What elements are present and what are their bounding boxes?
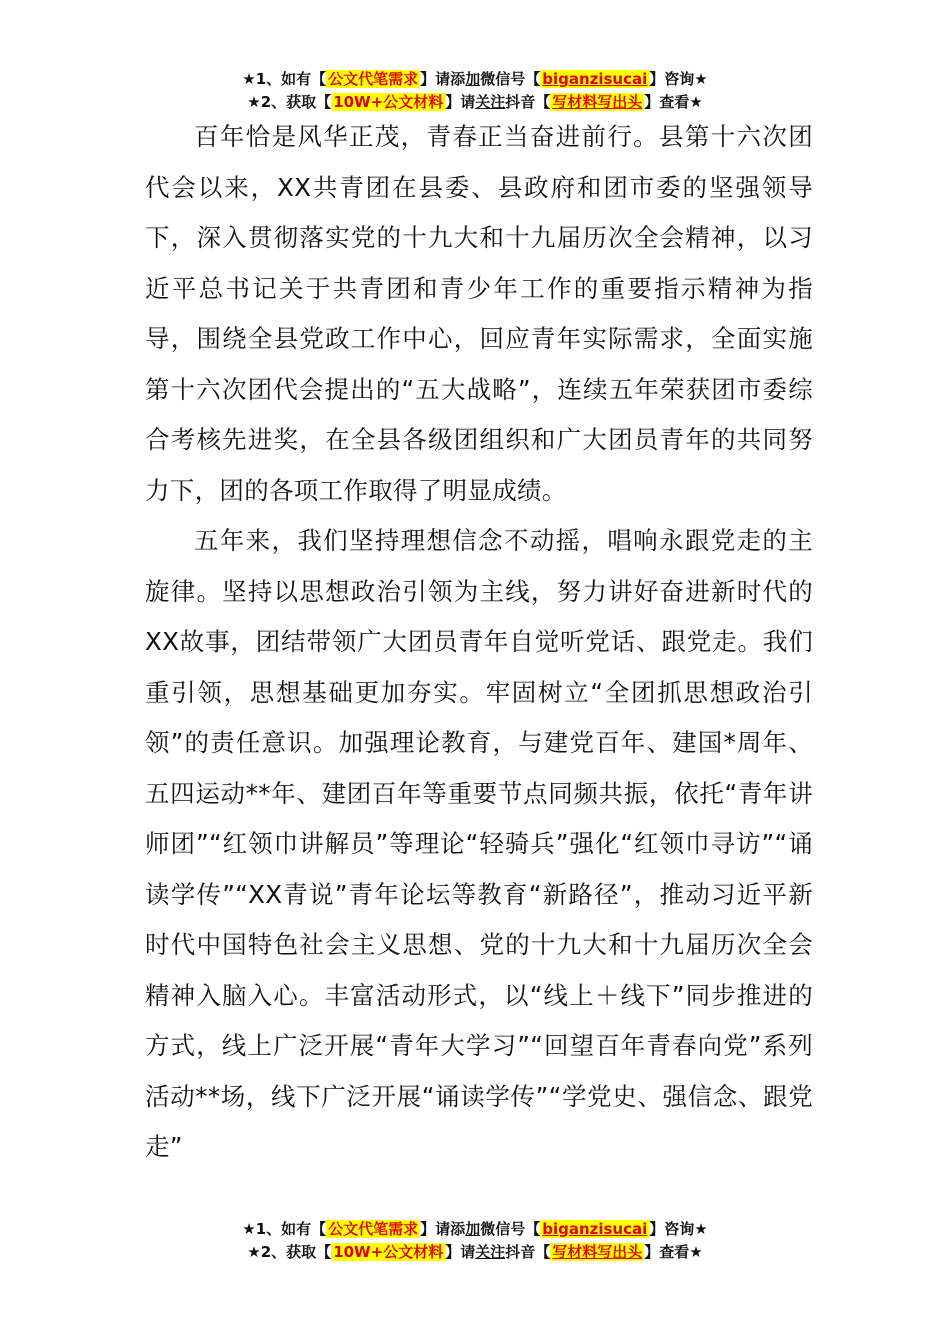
banner-underlined-text: 关注	[475, 1243, 506, 1261]
banner-text: 】查看★	[644, 93, 703, 111]
banner-text: 】咨询★	[649, 70, 708, 88]
highlight-materials: 10W+公文材料	[333, 1243, 444, 1261]
highlight-ghostwriting: 公文代笔需求	[328, 1220, 419, 1238]
banner-text: 】咨询★	[649, 1220, 708, 1238]
highlight-wechat-id: biganzisucai	[542, 1220, 648, 1238]
banner-text: 】查看★	[644, 1243, 703, 1261]
paragraph-five-years: 五年来，我们坚持理想信念不动摇，唱响永跟党走的主旋律。坚持以思想政治引领为主线，努力讲好奋进新时代的XX故事，团结带领广大团员青年自觉听党话、跟党走。我们重引领，思想基础更加夯实。牢固树立“全团抓思想政治引领”的责任意识。加强理论教育，与建党百年、建国*周年、五四运动**年、建团百年等重要节点同频共振，依托“青年讲师团”“红领巾讲解员”等理论“轻骑兵”强化“红领巾寻访”“诵读学传”“XX青说”青年论坛等教育“新路径”，推动习近平新时代中国特色社会主义思想、党的十九大和十九届历次全会精神入脑入心。丰富活动形式，以“线上＋线下”同步推进的方式，线上广泛开展“青年大学习”“回望百年青春向党”系列活动**场，线下广泛开展“诵读学传”“学党史、强信念、跟党走”	[145, 526, 813, 1161]
highlight-materials: 10W+公文材料	[333, 93, 444, 111]
banner-underlined-text: 关注	[475, 93, 506, 111]
banner-text: 】请	[445, 93, 476, 111]
banner-text: 抖音【	[505, 1243, 551, 1261]
footer-banner-line-2	[0, 1241, 950, 1264]
highlight-ghostwriting: 公文代笔需求	[328, 70, 419, 88]
banner-text: ★2、获取【	[247, 93, 332, 111]
highlight-wechat-id: biganzisucai	[542, 70, 648, 88]
header-banner	[0, 68, 950, 114]
banner-text: ★1、如有【	[242, 1220, 327, 1238]
paragraph-intro: 百年恰是风华正茂，青春正当奋进前行。县第十六次团代会以来，XX共青团在县委、县政府和团市委的坚强领导下，深入贯彻落实党的十九大和十九届历次全会精神，以习近平总书记关于共青团和青少年工作的重要指示精神为指导，围绕全县党政工作中心，回应青年实际需求，全面实施第十六次团代会提出的“五大战略”，连续五年荣获团市委综合考核先进奖，在全县各级团组织和广大团员青年的共同努力下，团的各项工作取得了明显成绩。	[145, 122, 813, 505]
banner-text: ★2、获取【	[247, 1243, 332, 1261]
highlight-douyin-account: 写材料写出头	[552, 1243, 643, 1261]
document-body	[145, 112, 813, 1173]
banner-text: ★1、如有【	[242, 70, 327, 88]
header-banner-line-1	[0, 68, 950, 91]
banner-text: 】请	[445, 1243, 476, 1261]
banner-text: 】请添	[420, 1220, 466, 1238]
footer-banner-line-1	[0, 1218, 950, 1241]
banner-underlined-text: 加	[465, 1220, 481, 1238]
highlight-douyin-account: 写材料写出头	[552, 93, 643, 111]
banner-text: 抖音【	[505, 93, 551, 111]
banner-text: 微信号【	[480, 1220, 541, 1238]
footer-banner	[0, 1218, 950, 1264]
banner-text: 微信号【	[480, 70, 541, 88]
banner-underlined-text: 加	[465, 70, 481, 88]
header-banner-line-2	[0, 91, 950, 114]
banner-text: 】请添	[420, 70, 466, 88]
